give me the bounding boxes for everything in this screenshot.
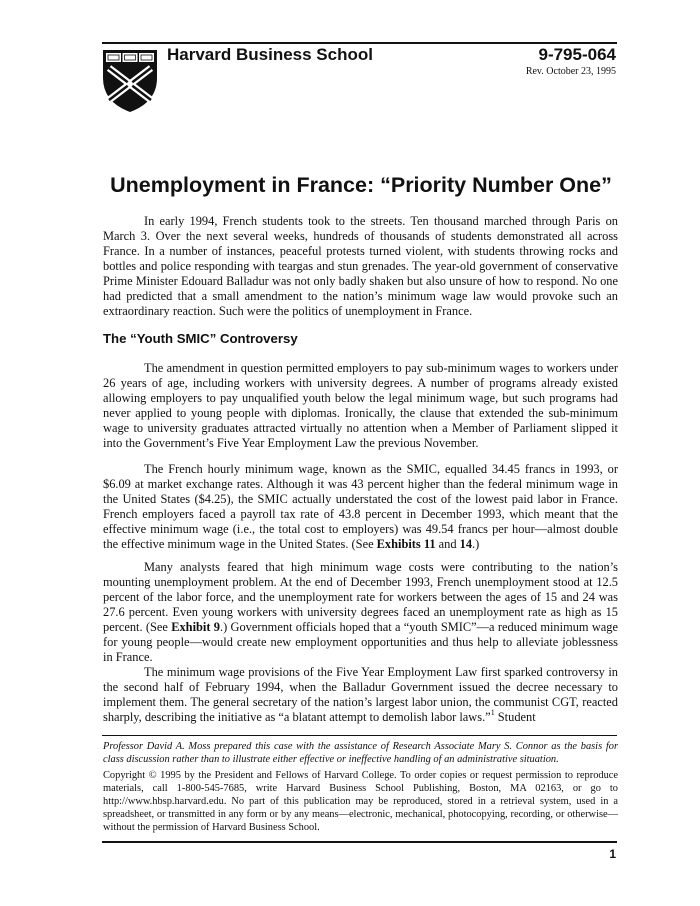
paragraph-text: [103, 665, 618, 725]
case-number: 9-795-064: [538, 45, 616, 64]
paragraph-text: [103, 560, 618, 665]
revision-date: Rev. October 23, 1995: [525, 66, 616, 77]
paragraph-text: The amendment in question permitted employers to pay sub-minimum wages to workers under 26 years of age, including workers with university degrees. A number of programs already existed allowing employers to pay unqualified youth below the legal minimum wage, but such programs had never applied to young people with diplomas. Ironically, the clause that extended the sub-minimum wage to university graduates attracted virtually no attention when a Member of Parliament slipped it into the Government’s Five Year Employment Law the previous November.: [103, 361, 618, 450]
paragraph-5: [103, 665, 618, 725]
paragraph-text-part: .) Government officials hoped that a “youth SMIC”—a reduced minimum wage for young people—would create new employment opportunities and thus help to alleviate joblessness in France.: [103, 620, 618, 664]
paragraph-text-part: and: [435, 537, 460, 551]
paragraph-text: [103, 462, 618, 552]
exhibit-reference: Exhibit 9: [171, 620, 220, 634]
author-note: Professor David A. Moss prepared this case with the assistance of Research Associate Mary S. Connor as the basis for class discussion rather than to illustrate either effective or ineffective handling of an administrative situation.: [103, 741, 618, 765]
school-name: Harvard Business School: [167, 45, 373, 64]
paragraph-text-part: .): [472, 537, 480, 551]
section-heading: The “Youth SMIC” Controversy: [103, 331, 298, 346]
page-number: 1: [609, 847, 616, 861]
paragraph-text-part: The minimum wage provisions of the Five Year Employment Law first sparked controversy in the second half of February 1994, when the Balladur Government issued the decree necessary to implement them. The general secretary of the nation’s largest labor union, the communist CGT, reacted sharply, describing the initiative as “a blatant attempt to demolish labor laws.”: [103, 665, 618, 724]
case-title: Unemployment in France: “Priority Number One”: [110, 173, 612, 197]
harvard-shield-icon: [101, 48, 159, 114]
exhibit-reference: Exhibits 11: [376, 537, 436, 551]
footer-rule: [102, 735, 617, 736]
paragraph-text-part: Many analysts feared that high minimum wage costs were contributing to the nation’s mounting unemployment problem. At the end of December 1993, French unemployment stood at 12.5 percent of the labor force, and the unemployment rate for workers between the ages of 15 and 24 was 27.6 percent. Even young workers with university degrees faced an unemployment rate as high as 15 percent. (See: [103, 560, 618, 634]
paragraph-2: [103, 361, 618, 451]
paragraph-3: [103, 462, 618, 552]
paragraph-text-part: The French hourly minimum wage, known as the SMIC, equalled 34.45 francs in 1993, or $6.09 at market exchange rates. Although it was 43 percent higher than the federal minimum wage in the United States ($4.25), the SMIC actually understated the cost of the lowest paid labor in France. French employers faced a payroll tax rate of 43.8 percent in December 1993, which meant that the effective minimum wage (i.e., the total cost to employers) was 49.54 francs per hour—almost double the effective minimum wage in the United States. (See: [103, 462, 618, 551]
header-rule: [102, 42, 617, 44]
paragraph-1: [103, 214, 618, 319]
copyright-notice: Copyright © 1995 by the President and Fellows of Harvard College. To order copies or request permission to reproduce materials, call 1-800-545-7685, write Harvard Business School Publishing, Boston, MA 02163, or go to http://www.hbsp.harvard.edu. No part of this publication may be reproduced, stored in a retrieval system, used in a spreadsheet, or transmitted in any form or by any means—electronic, mechanical, photocopying, recording, or otherwise—without the permission of Harvard Business School.: [103, 770, 618, 833]
paragraph-text-part: Student: [494, 710, 536, 724]
footnote-marker: 1: [490, 708, 495, 717]
exhibit-reference: 14: [459, 537, 473, 551]
paragraph-text: In early 1994, French students took to the streets. Ten thousand marched through Paris on March 3. Over the next several weeks, hundreds of thousands of students demonstrated all across France. In a number of instances, peaceful protests turned violent, with students throwing rocks and bottles and police responding with teargas and stun grenades. The year-old government of conservative Prime Minister Edouard Balladur was not only badly shaken but also unsure of how to respond. No one had predicted that a small amendment to the nation’s minimum wage law would provoke such an extraordinary reaction. Such were the politics of unemployment in France.: [103, 214, 618, 318]
bottom-rule: [102, 841, 617, 843]
paragraph-4: [103, 560, 618, 665]
